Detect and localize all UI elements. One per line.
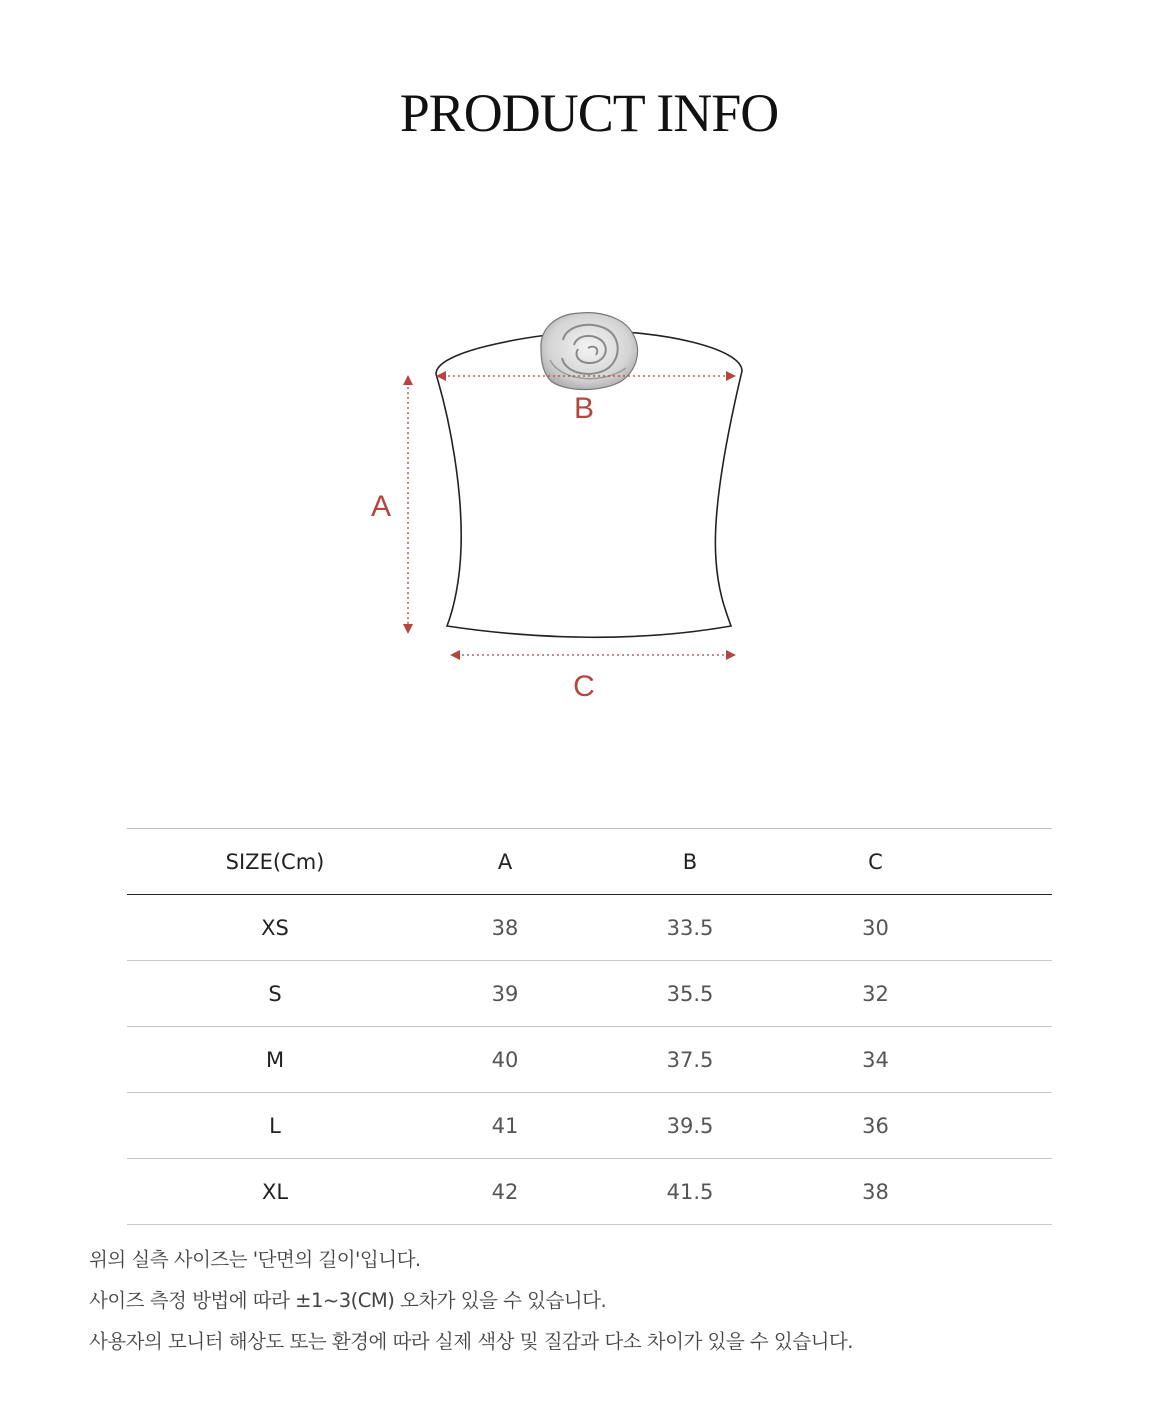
header-spacer (958, 829, 1052, 895)
note-measurement: 위의 실측 사이즈는 '단면의 길이'입니다. (89, 1248, 421, 1271)
value-cell-c: 34 (862, 1047, 889, 1072)
rose-corsage-icon (541, 313, 638, 390)
size-cell: S (268, 981, 282, 1006)
value-cell-a: 42 (491, 1179, 519, 1204)
spacer-cell (958, 1159, 1052, 1225)
value-cell-a: 41 (491, 1113, 519, 1138)
value-cell-b: 39.5 (666, 1113, 714, 1138)
header-a: A (497, 849, 513, 874)
size-notes (89, 1247, 853, 1370)
value-cell-b: 41.5 (666, 1179, 714, 1204)
spacer-cell (958, 1093, 1052, 1159)
label-a: A (370, 490, 392, 523)
value-cell-c: 38 (862, 1179, 889, 1204)
value-cell-a: 38 (491, 915, 519, 940)
table-row (127, 1159, 1052, 1225)
size-table (127, 828, 1052, 1225)
header-c: C (868, 849, 883, 874)
header-size: SIZE(Cm) (225, 849, 325, 874)
spacer-cell (958, 895, 1052, 961)
size-cell: L (269, 1113, 281, 1138)
table-row (127, 961, 1052, 1027)
table-row (127, 1093, 1052, 1159)
value-cell-b: 33.5 (666, 915, 714, 940)
spacer-cell (958, 1027, 1052, 1093)
value-cell-c: 30 (862, 915, 889, 940)
page-title: PRODUCT INFO (399, 83, 779, 143)
size-cell: M (265, 1047, 285, 1072)
header-b: B (682, 849, 698, 874)
size-cell: XS (261, 915, 289, 940)
spacer-cell (958, 961, 1052, 1027)
value-cell-b: 35.5 (666, 981, 714, 1006)
value-cell-b: 37.5 (666, 1047, 714, 1072)
value-cell-c: 32 (862, 981, 889, 1006)
table-header-row (127, 829, 1052, 895)
size-cell: XL (261, 1179, 289, 1204)
value-cell-a: 40 (491, 1047, 519, 1072)
label-b: B (573, 392, 595, 425)
value-cell-c: 36 (862, 1113, 889, 1138)
label-c: C (573, 670, 595, 703)
note-tolerance: 사이즈 측정 방법에 따라 ±1~3(CM) 오차가 있을 수 있습니다. (89, 1289, 607, 1312)
note-color-disclaimer: 사용자의 모니터 해상도 또는 환경에 따라 실제 색상 및 질감과 다소 차이가 있을 수 있습니다. (89, 1330, 853, 1353)
table-row (127, 895, 1052, 961)
value-cell-a: 39 (491, 981, 519, 1006)
table-row (127, 1027, 1052, 1093)
